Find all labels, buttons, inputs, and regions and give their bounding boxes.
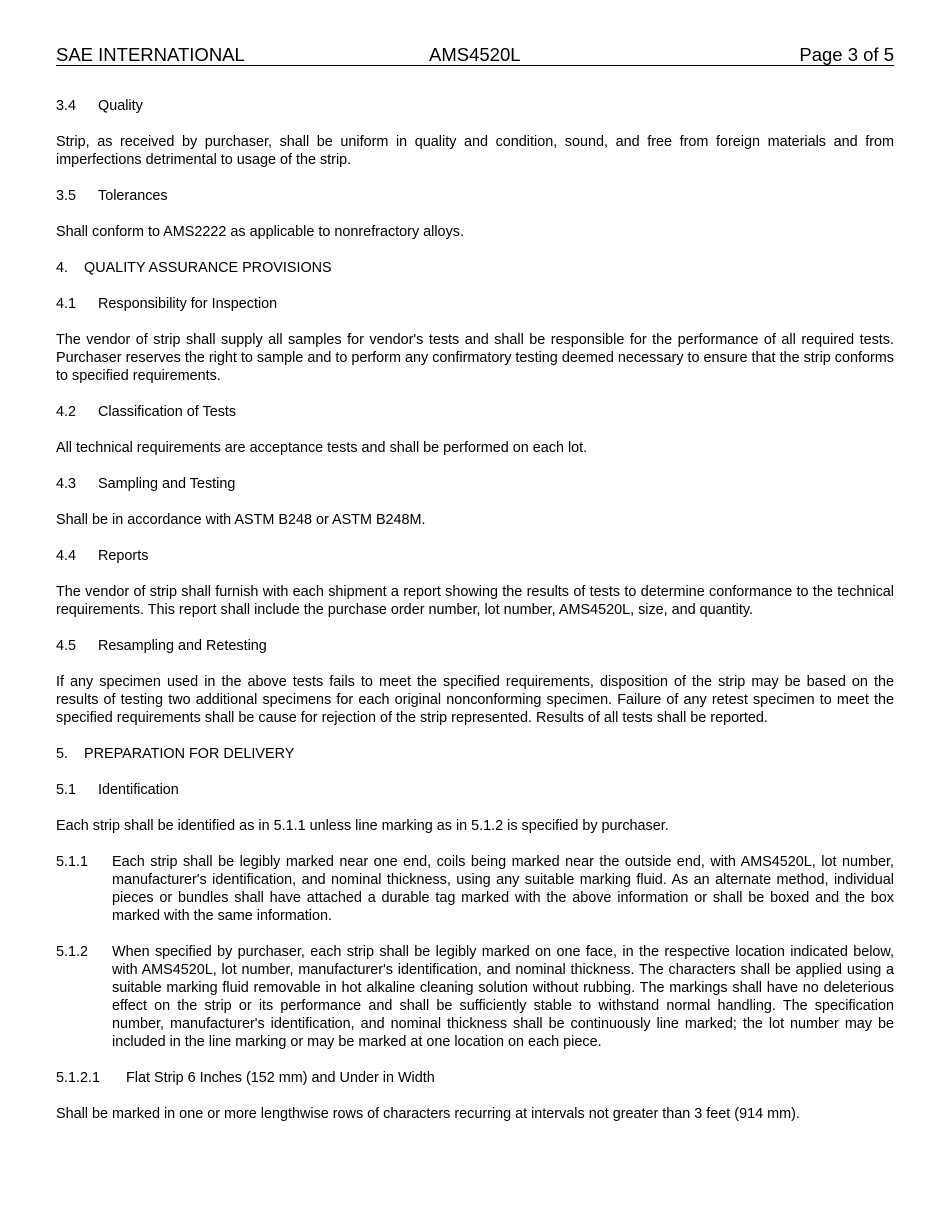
section-heading-4 <box>56 259 894 277</box>
section-number: 5. <box>56 746 69 762</box>
header-document-number: AMS4520L <box>429 44 521 65</box>
section-title: Tolerances <box>98 188 168 204</box>
section-heading-3-5 <box>56 187 894 205</box>
section-title: Classification of Tests <box>98 404 237 420</box>
section-body-5-1: Each strip shall be identified as in 5.1.1 unless line marking as in 5.1.2 is specified by purchaser. <box>56 818 669 834</box>
section-heading-4-3 <box>56 475 894 493</box>
section-number: 4.5 <box>56 638 77 654</box>
page-header <box>56 44 894 66</box>
section-heading-5-1-2-1 <box>56 1069 894 1087</box>
header-page-label: Page 3 of 5 <box>799 44 894 65</box>
section-number: 3.4 <box>56 98 77 114</box>
section-heading-3-4 <box>56 97 894 115</box>
section-title: Identification <box>98 782 179 798</box>
section-title: Resampling and Retesting <box>98 638 267 654</box>
clause-5-1-2 <box>56 943 894 1051</box>
section-number: 5.1 <box>56 782 77 798</box>
section-number: 4.4 <box>56 548 77 564</box>
section-title: Reports <box>98 548 149 564</box>
section-body-4-2: All technical requirements are acceptance tests and shall be performed on each lot. <box>56 440 588 456</box>
section-number: 4.1 <box>56 296 77 312</box>
section-heading-4-5 <box>56 637 894 655</box>
section-heading-5-1 <box>56 781 894 799</box>
section-title: Responsibility for Inspection <box>98 296 278 312</box>
clause-5-1-1 <box>56 853 894 925</box>
section-body-4-3: Shall be in accordance with ASTM B248 or ASTM B248M. <box>56 512 426 528</box>
header-organization: SAE INTERNATIONAL <box>56 44 245 65</box>
section-title: Quality <box>98 98 143 114</box>
section-number: 4.3 <box>56 476 77 492</box>
clause-text: Each strip shall be legibly marked near one end, coils being marked near the outside end, with AMS4520L, lot number, manufacturer's identification, and nominal thickness, using any suitable marking fluid. As an alternate method, individual pieces or bundles shall have attached a durable tag marked with the above information or shall be boxed and the box marked with the same information. <box>112 854 894 924</box>
section-body-3-5: Shall conform to AMS2222 as applicable to nonrefractory alloys. <box>56 224 464 240</box>
section-heading-4-2 <box>56 403 894 421</box>
section-title: PREPARATION FOR DELIVERY <box>84 746 295 762</box>
section-heading-4-1 <box>56 295 894 313</box>
section-number: 5.1.2.1 <box>56 1070 101 1086</box>
section-heading-4-4 <box>56 547 894 565</box>
section-body-3-4: Strip, as received by purchaser, shall be uniform in quality and condition, sound, and free from foreign materials and from imperfections detrimental to usage of the strip. <box>56 134 894 168</box>
section-number: 4.2 <box>56 404 77 420</box>
section-title: Flat Strip 6 Inches (152 mm) and Under in Width <box>126 1070 435 1086</box>
section-body-5-1-2-1: Shall be marked in one or more lengthwise rows of characters recurring at intervals not greater than 3 feet (914 mm). <box>56 1106 800 1122</box>
section-number: 4. <box>56 260 69 276</box>
section-title: QUALITY ASSURANCE PROVISIONS <box>84 260 332 276</box>
document-body <box>56 97 894 1141</box>
section-body-4-1: The vendor of strip shall supply all samples for vendor's tests and shall be responsible for the performance of all required tests. Purchaser reserves the right to sample and to perform any confirmatory testing deemed necessary to ensure that the strip conforms to specified requirements. <box>56 332 894 384</box>
section-heading-5 <box>56 745 894 763</box>
section-body-4-4: The vendor of strip shall furnish with each shipment a report showing the results of tests to determine conformance to the technical requirements. This report shall include the purchase order number, lot number, AMS4520L, size, and quantity. <box>56 584 894 618</box>
section-body-4-5: If any specimen used in the above tests fails to meet the specified requirements, disposition of the strip may be based on the results of testing two additional specimens for each original nonconforming specimen. Failure of any retest specimen to meet the specified requirements shall be cause for rejection of the strip represented. Results of all tests shall be reported. <box>56 674 894 726</box>
section-title: Sampling and Testing <box>98 476 236 492</box>
clause-text: When specified by purchaser, each strip shall be legibly marked on one face, in the respective location indicated below, with AMS4520L, lot number, manufacturer's identification, and nominal thickness. The characters shall be applied using a suitable marking fluid removable in hot alkaline cleaning solution without rubbing. The markings shall have no deleterious effect on the strip or its performance and shall be sufficiently stable to withstand normal handling. The specification number, manufacturer's identification, and nominal thickness shall be continuously line marked; the lot number may be included in the line marking or may be marked at one location on each piece. <box>112 944 894 1050</box>
clause-number: 5.1.1 <box>56 854 89 870</box>
section-number: 3.5 <box>56 188 77 204</box>
clause-number: 5.1.2 <box>56 944 89 960</box>
